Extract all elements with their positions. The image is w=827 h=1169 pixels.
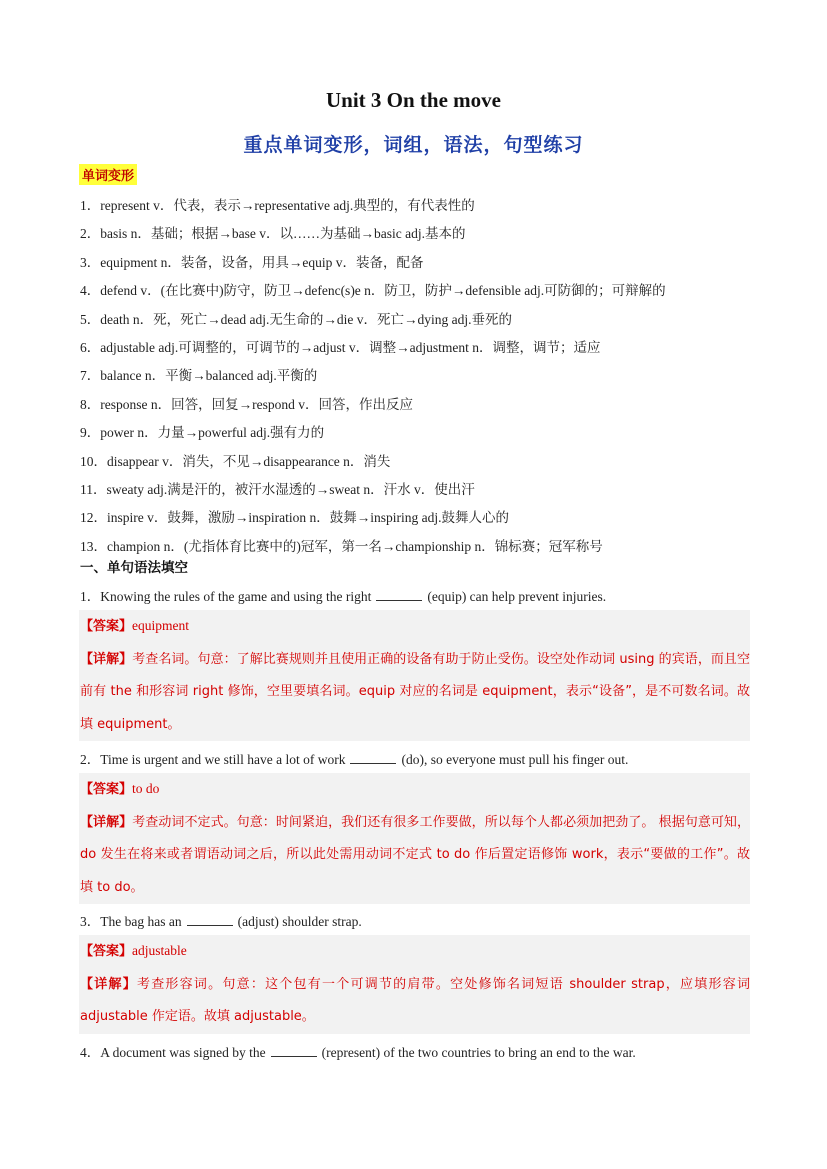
answer-line [79, 935, 750, 969]
answer-value: to do [132, 781, 160, 796]
answer-box-2 [79, 773, 750, 904]
question-text: 1．Knowing the rules of the game and using the right [80, 589, 372, 604]
question-text: 2．Time is urgent and we still have a lot of work [80, 752, 346, 767]
question-text: (represent) of the two countries to bring an end to the war. [321, 1045, 636, 1060]
question-text: (equip) can help prevent injuries. [427, 589, 607, 604]
answer-value: equipment [132, 618, 190, 633]
vocab-item: 4．defend v．(在比赛中)防守，防卫→defenc(s)e n．防卫，防护→defensible adj.可防御的；可辩解的 [80, 283, 666, 299]
vocab-item: 9．power n．力量→powerful adj.强有力的 [80, 425, 325, 441]
answer-label: 【答案】 [80, 782, 133, 797]
detail-text: 考查名词。句意：了解比赛规则并且使用正确的设备有助于防止受伤。设空处作动词 using 的宾语，而且空前有 the 和形容词 right 修饰，空里要填名词。equip 对应的名词是 equipment，表示“设备”，是不可数名词。故填 equipment。 [80, 651, 750, 732]
question-text: (adjust) shoulder strap. [237, 914, 362, 929]
question-3 [80, 910, 362, 930]
document-title: Unit 3 On the move [326, 88, 501, 112]
vocab-item: 2．basis n．基础；根据→base v．以……为基础→basic adj.基本的 [80, 226, 466, 242]
question-2 [80, 748, 628, 768]
answer-value: adjustable [132, 943, 187, 958]
vocab-item: 8．response n．回答，回复→respond v．回答，作出反应 [80, 396, 413, 412]
answer-label: 【答案】 [80, 619, 133, 634]
vocab-item: 10．disappear v．消失，不见→disappearance n．消失 [80, 453, 391, 469]
detail-paragraph [79, 644, 750, 742]
vocab-section-tag: 单词变形 [79, 164, 137, 185]
question-4 [80, 1041, 636, 1061]
vocab-item: 13．champion n．(尤指体育比赛中的)冠军，第一名→championship n．锦标赛；冠军称号 [80, 538, 603, 554]
question-1 [80, 585, 606, 605]
answer-blank [271, 1044, 317, 1057]
answer-box-3 [79, 935, 750, 1034]
vocab-item: 5．death n．死，死亡→dead adj.无生命的→die v．死亡→dying adj.垂死的 [80, 311, 512, 327]
detail-paragraph [79, 807, 750, 905]
vocab-list [80, 192, 760, 561]
answer-line [79, 773, 750, 807]
detail-text: 考查动词不定式。句意：时间紧迫，我们还有很多工作要做，所以每个人都必须加把劲了。 根据句意可知，do 发生在将来或者谓语动词之后，所以此处需用动词不定式 to do 作后置定语修饰 work，表示“要做的工作”。故填 to do。 [80, 814, 750, 895]
answer-line [79, 610, 750, 644]
detail-label: 【详解】 [80, 976, 137, 992]
detail-paragraph [79, 969, 750, 1034]
grammar-section-title: 一、单句语法填空 [80, 560, 188, 576]
vocab-item: 6．adjustable adj.可调整的，可调节的→adjust v．调整→adjustment n．调整，调节；适应 [80, 339, 601, 355]
answer-label: 【答案】 [80, 944, 133, 959]
vocab-item: 1．represent v．代表，表示→representative adj.典型的，有代表性的 [80, 198, 475, 213]
answer-blank [350, 751, 396, 764]
answer-blank [376, 588, 422, 601]
answer-box-1 [79, 610, 750, 741]
vocab-item: 7．balance n．平衡→balanced adj.平衡的 [80, 368, 318, 384]
detail-label: 【详解】 [80, 814, 133, 830]
vocab-item: 11．sweaty adj.满是汗的，被汗水湿透的→sweat n．汗水 v．使出汗 [80, 481, 475, 497]
detail-label: 【详解】 [80, 651, 133, 667]
vocab-item: 3．equipment n．装备，设备，用具→equip v．装备，配备 [80, 254, 424, 270]
question-text: 4．A document was signed by the [80, 1045, 266, 1060]
question-text: 3．The bag has an [80, 914, 182, 929]
detail-text: 考查形容词。句意：这个包有一个可调节的肩带。空处修饰名词短语 shoulder strap，应填形容词 adjustable 作定语。故填 adjustable。 [80, 976, 750, 1024]
question-text: (do), so everyone must pull his finger out. [401, 752, 629, 767]
document-subtitle: 重点单词变形，词组，语法，句型练习 [243, 134, 584, 156]
answer-blank [187, 913, 233, 926]
vocab-item: 12．inspire v．鼓舞，激励→inspiration n．鼓舞→inspiring adj.鼓舞人心的 [80, 510, 509, 526]
